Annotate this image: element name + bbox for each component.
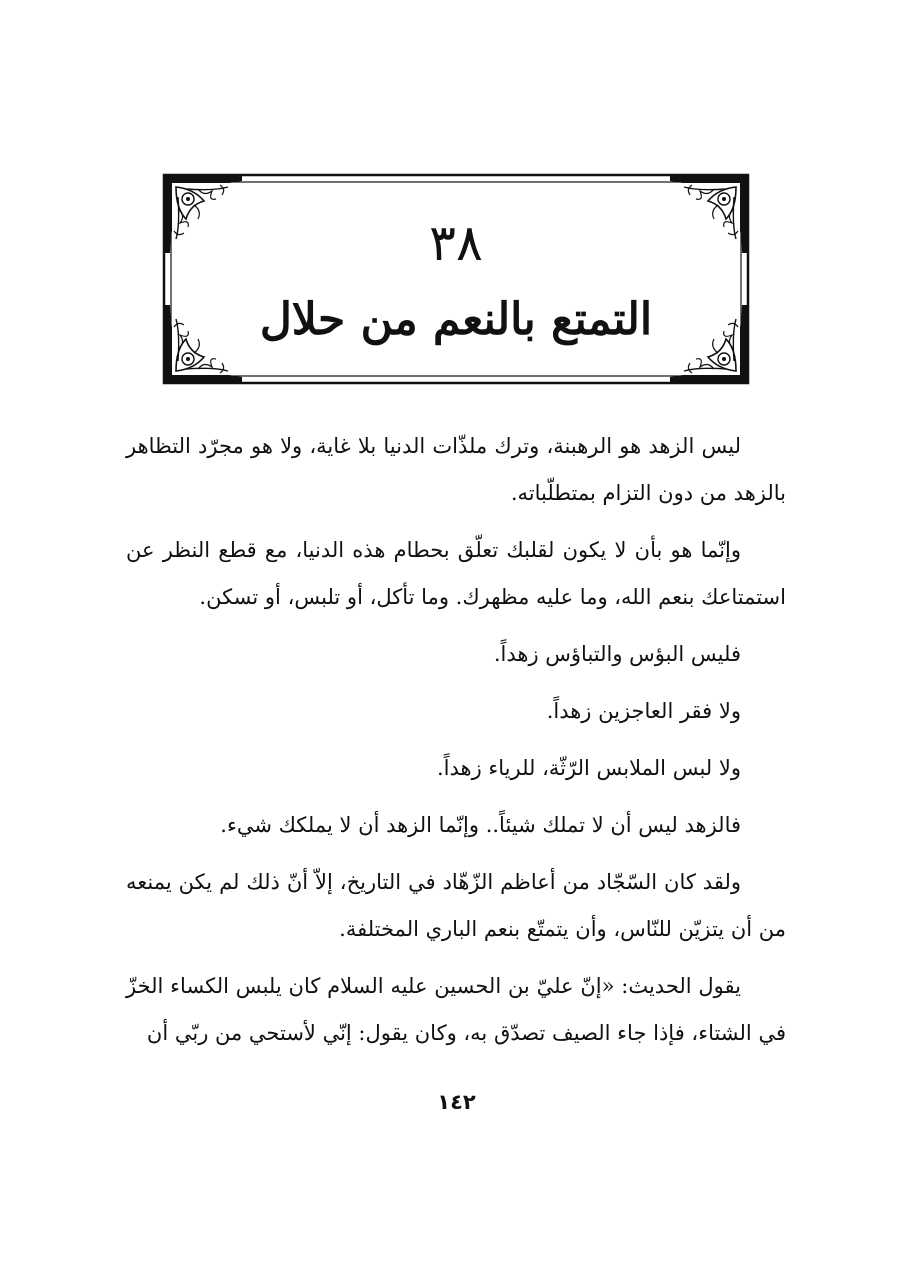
paragraph-2: وإنّما هو بأن لا يكون لقلبك تعلّق بحطام هذه الدنيا، مع قطع النظر عن استمتاعك بنعم الله، وما عليه مظهرك. وما تأكل، أو تلبس، أو تسكن.	[126, 538, 786, 609]
paragraph-5: ولا لبس الملابس الرّثّة، للرياء زهداً.	[436, 756, 741, 780]
paragraph-6: فالزهد ليس أن لا تملك شيئاً.. وإنّما الزهد أن لا يملكك شيء.	[220, 813, 741, 837]
paragraph-8: يقول الحديث: «إنّ عليّ بن الحسين عليه السلام كان يلبس الكساء الخزّ في الشتاء، فإذا جاء الصيف تصدّق به، وكان يقول: إنّي لأستحي من ربّي أن	[126, 974, 786, 1045]
paragraph-4: ولا فقر العاجزين زهداً.	[546, 699, 741, 723]
chapter-title: التمتع بالنعم من حلال	[259, 294, 653, 345]
paragraph-3: فليس البؤس والتباؤس زهداً.	[493, 642, 741, 666]
paragraph-1: ليس الزهد هو الرهبنة، وترك ملذّات الدنيا بلا غاية، ولا هو مجرّد التظاهر بالزهد من دون التزام بمتطلّباته.	[126, 434, 786, 505]
ornamental-border-icon	[162, 173, 750, 385]
chapter-number: ٣٨	[429, 214, 483, 272]
paragraph-7: ولقد كان السّجّاد من أعاظم الزّهّاد في التاريخ، إلاّ أنّ ذلك لم يكن يمنعه من أن يتزيّن للنّاس، وأن يتمتّع بنعم الباري المختلفة.	[126, 870, 786, 941]
chapter-title-frame	[162, 173, 750, 385]
page-number: ١٤٢	[437, 1090, 476, 1114]
body-text	[126, 423, 786, 1067]
